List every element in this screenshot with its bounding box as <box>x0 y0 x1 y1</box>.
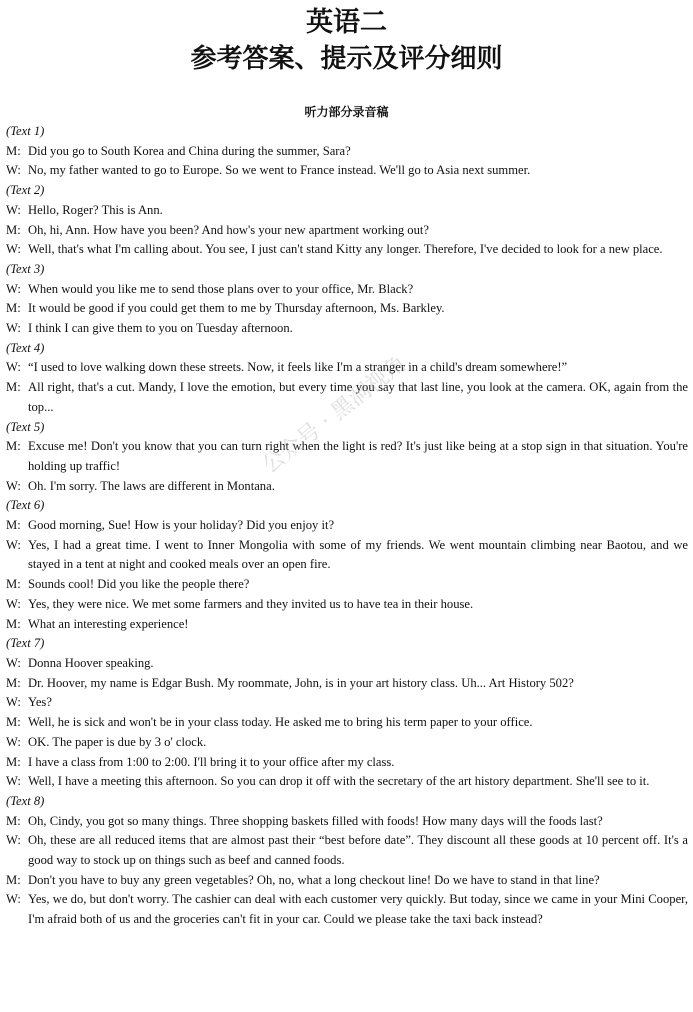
dialogue-line <box>6 161 688 181</box>
dialogue-line <box>6 477 688 497</box>
dialogue-line <box>6 142 688 162</box>
dialogue-line <box>6 693 688 713</box>
dialogue-line <box>6 201 688 221</box>
dialogue-text: Dr. Hoover, my name is Edgar Bush. My roommate, John, is in your art history class. Uh... Art History 502? <box>28 675 574 690</box>
speaker-label: W: <box>6 833 21 848</box>
dialogue-text: “I used to love walking down these streets. Now, it feels like I'm a stranger in a child's dream somewhere!” <box>28 360 568 375</box>
dialogue-text: Did you go to South Korea and China during the summer, Sara? <box>28 143 351 158</box>
dialogue-text: Oh. I'm sorry. The laws are different in Montana. <box>28 478 275 493</box>
dialogue-line <box>6 299 688 319</box>
dialogue-text: Hello, Roger? This is Ann. <box>28 202 163 217</box>
speaker-label: W: <box>6 734 21 749</box>
speaker-label: M: <box>6 222 21 237</box>
dialogue-line <box>6 831 688 870</box>
dialogue-text: Well, he is sick and won't be in your class today. He asked me to bring his term paper to your office. <box>28 715 533 730</box>
text-marker: (Text 3) <box>6 261 45 276</box>
dialogue-line <box>6 437 688 476</box>
dialogue-line <box>6 674 688 694</box>
dialogue-text: Yes? <box>28 695 52 710</box>
speaker-label: M: <box>6 577 21 592</box>
dialogue-line <box>6 713 688 733</box>
speaker-label: W: <box>6 892 21 907</box>
dialogue-text: All right, that's a cut. Mandy, I love the emotion, but every time you say that last line, you look at the camera. OK, again from the top... <box>28 380 688 414</box>
dialogue-text: Good morning, Sue! How is your holiday? Did you enjoy it? <box>28 518 335 533</box>
dialogue-line <box>6 280 688 300</box>
dialogue-text: I think I can give them to you on Tuesday afternoon. <box>28 321 293 336</box>
speaker-label: M: <box>6 143 21 158</box>
dialogue-text: Well, I have a meeting this afternoon. So you can drop it off with the secretary of the art history department. She'll see to it. <box>28 774 650 789</box>
dialogue-line <box>6 575 688 595</box>
document-title: 英语二 <box>306 7 387 38</box>
speaker-label: M: <box>6 616 21 631</box>
dialogue-text: When would you like me to send those plans over to your office, Mr. Black? <box>28 281 414 296</box>
text-marker: (Text 1) <box>6 124 45 138</box>
transcript-body <box>6 122 688 930</box>
speaker-label: W: <box>6 321 21 336</box>
speaker-label: W: <box>6 655 21 670</box>
dialogue-line <box>6 871 688 891</box>
speaker-label: W: <box>6 242 21 257</box>
dialogue-text: Oh, Cindy, you got so many things. Three shopping baskets filled with foods! How many days will the foods last? <box>28 813 603 828</box>
dialogue-text: Well, that's what I'm calling about. You see, I just can't stand Kitty any longer. Therefore, I've decided to look for a new place. <box>28 242 663 257</box>
speaker-label: M: <box>6 301 21 316</box>
dialogue-text: Donna Hoover speaking. <box>28 655 154 670</box>
dialogue-line <box>6 753 688 773</box>
speaker-label: M: <box>6 439 21 454</box>
text-marker: (Text 8) <box>6 793 45 808</box>
dialogue-line <box>6 516 688 536</box>
dialogue-line <box>6 772 688 792</box>
dialogue-text: What an interesting experience! <box>28 616 189 631</box>
speaker-label: W: <box>6 360 21 375</box>
text-marker: (Text 2) <box>6 183 45 198</box>
speaker-label: W: <box>6 774 21 789</box>
dialogue-text: Yes, I had a great time. I went to Inner Mongolia with some of my friends. We went mountain climbing near Baotou, and we stayed in a tent at night and cooked meals over an open fire. <box>28 537 688 572</box>
text-marker: (Text 4) <box>6 340 45 355</box>
dialogue-text: Oh, hi, Ann. How have you been? And how's your new apartment working out? <box>28 222 429 237</box>
dialogue-line <box>6 595 688 615</box>
speaker-label: M: <box>6 813 21 828</box>
dialogue-line <box>6 240 688 260</box>
section-title: 听力部分录音稿 <box>304 105 389 119</box>
dialogue-text: Don't you have to buy any green vegetables? Oh, no, what a long checkout line! Do we have to stand in that line? <box>28 872 600 887</box>
speaker-label: W: <box>6 537 21 552</box>
dialogue-text: Yes, we do, but don't worry. The cashier can deal with each customer very quickly. But today, since we came in your Mini Cooper, I'm afraid both of us and the groceries can't fit in your car. Could we please take the taxi back instead? <box>28 892 688 927</box>
speaker-label: M: <box>6 675 21 690</box>
dialogue-text: Yes, they were nice. We met some farmers and they invited us to have tea in their house. <box>28 596 474 611</box>
dialogue-line <box>6 358 688 378</box>
dialogue-text: No, my father wanted to go to Europe. So we went to France instead. We'll go to Asia next summer. <box>28 163 531 178</box>
speaker-label: M: <box>6 872 21 887</box>
dialogue-line <box>6 536 688 575</box>
dialogue-line <box>6 890 688 929</box>
dialogue-line <box>6 378 688 417</box>
dialogue-text: Oh, these are all reduced items that are almost past their “best before date”. They discount all these goods at 10 percent off. It's a good way to stock up on things such as beef and canned foods. <box>28 833 688 868</box>
text-marker: (Text 6) <box>6 498 45 513</box>
dialogue-line <box>6 812 688 832</box>
dialogue-line <box>6 319 688 339</box>
speaker-label: M: <box>6 754 21 769</box>
watermark: 公众号 · 黑洞视角 <box>258 351 412 479</box>
document-subtitle: 参考答案、提示及评分细则 <box>190 44 503 74</box>
speaker-label: W: <box>6 202 21 217</box>
speaker-label: M: <box>6 715 21 730</box>
speaker-label: W: <box>6 163 21 178</box>
dialogue-line <box>6 654 688 674</box>
text-marker: (Text 7) <box>6 636 45 651</box>
text-marker: (Text 5) <box>6 419 45 434</box>
dialogue-text: It would be good if you could get them to me by Thursday afternoon, Ms. Barkley. <box>28 301 445 316</box>
dialogue-line <box>6 221 688 241</box>
dialogue-text: I have a class from 1:00 to 2:00. I'll bring it to your office after my class. <box>28 754 395 769</box>
speaker-label: W: <box>6 478 21 493</box>
speaker-label: W: <box>6 695 21 710</box>
dialogue-text: OK. The paper is due by 3 o' clock. <box>28 734 207 749</box>
dialogue-text: Excuse me! Don't you know that you can turn right when the light is red? It's just like being at a stop sign in that situation. You're holding up traffic! <box>28 439 688 473</box>
dialogue-line <box>6 733 688 753</box>
speaker-label: W: <box>6 281 21 296</box>
speaker-label: W: <box>6 596 21 611</box>
dialogue-line <box>6 615 688 635</box>
speaker-label: M: <box>6 380 21 395</box>
dialogue-text: Sounds cool! Did you like the people there? <box>28 577 250 592</box>
speaker-label: M: <box>6 518 21 533</box>
